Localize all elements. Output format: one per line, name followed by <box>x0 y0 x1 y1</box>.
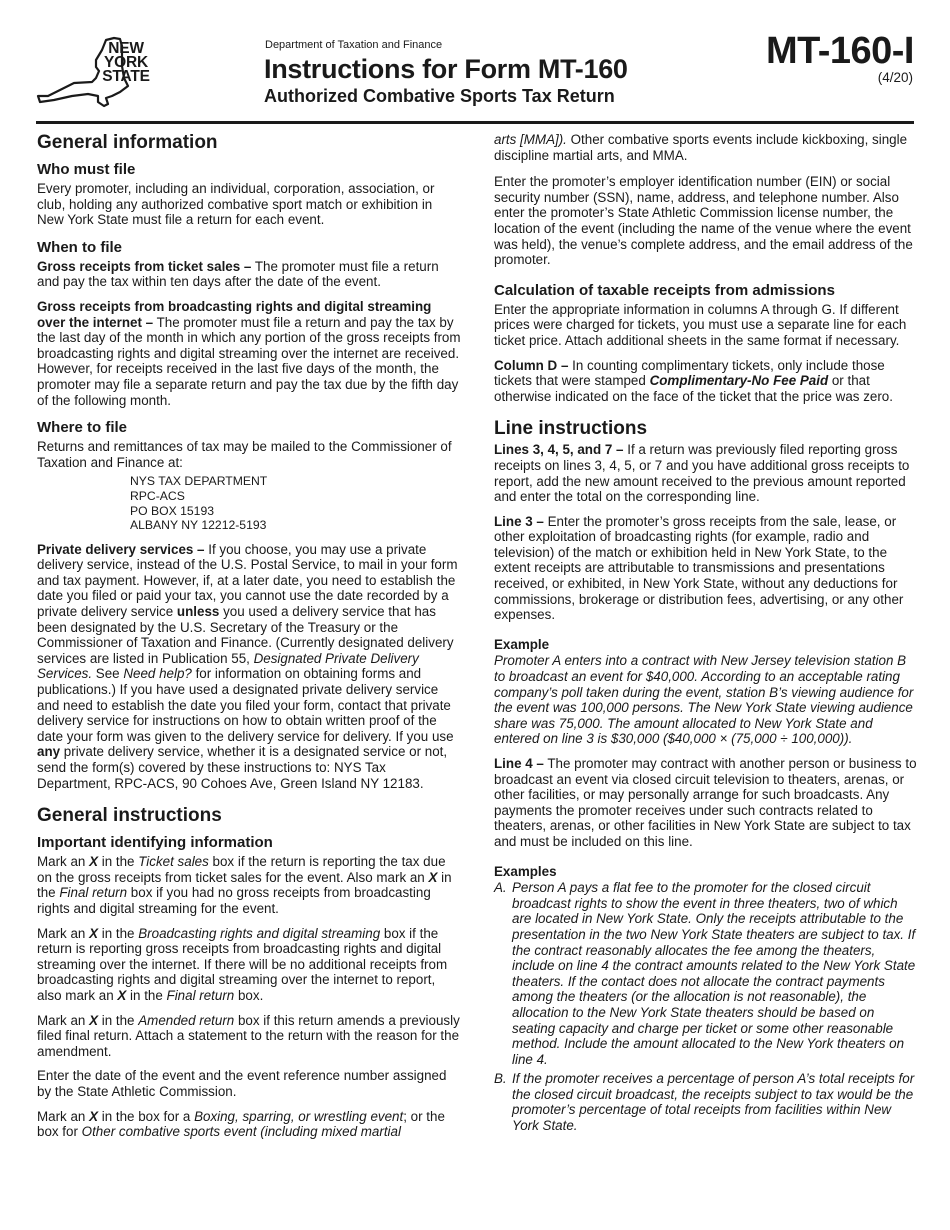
event-type-continued: arts [MMA]). Other combative sports events include kickboxing, single discipline martial arts, and MMA. <box>494 132 908 163</box>
line-4-paragraph: Line 4 – The promoter may contract with another person or business to broadcast an event via closed circuit television to theaters, arenas, or other facilities, or may personally arrange for such broadcasts. Any payments the promoter receives under such contracts related to theaters, arenas, or other facilities in New York State are subject to tax and must be included on this line. <box>494 756 917 849</box>
right-column <box>494 132 918 1138</box>
page-title: Instructions for Form MT-160 <box>264 54 628 84</box>
page-subtitle: Authorized Combative Sports Tax Return <box>264 86 615 106</box>
example-heading: Example <box>494 636 550 652</box>
event-type-paragraph: Mark an X in the box for a Boxing, sparring, or wrestling event; or the box for Other combative sports event (including mixed martial <box>37 1108 445 1140</box>
where-to-file-heading: Where to file <box>37 419 128 437</box>
where-to-file-text: Returns and remittances of tax may be mailed to the Commissioner of Taxation and Finance at: <box>37 439 452 470</box>
nys-logo <box>36 36 154 108</box>
line-3-paragraph: Line 3 – Enter the promoter’s gross receipts from the sale, lease, or other exploitation of broadcasting rights (for example, radio and television) of the match or exhibition held in New York State, to the extent receipts are attributable to transmissions and presentations received, or exhibited, in New York State, without any deductions for commissions, brokerage or distribution fees, advertising, or any other expenses. <box>494 513 904 623</box>
logo-text: NEW YORK STATE <box>102 40 150 85</box>
general-instructions-heading: General instructions <box>37 805 222 827</box>
private-delivery-paragraph: Private delivery services – If you choose, you may use a private delivery service, instead of the U.S. Postal Service, to mail in your form and tax payment. However, if, at a later date, you need to establish the date you filed or paid your tax, you cannot use the date recorded by a private delivery service unless you used a delivery service that has been designated by the U.S. Secretary of the Treasury or the Commissioner of Taxation and Finance. (Currently designated delivery services are listed in Publication 55, Designated Private Delivery Services. See Need help? for information on obtaining forms and publications.) If you have used a designated private delivery service and need to establish the date you filed your form, contact that private delivery service for instructions on how to obtain written proof of the date your form was given to the delivery service for delivery. If you use any private delivery service, whether it is a designated service or not, send the form(s) covered by these instructions to: NYS Tax Department, RPC-ACS, 90 Cohoes Ave, Green Island NY 12183. <box>37 541 458 791</box>
example-text: Promoter A enters into a contract with New Jersey television station B to broadcast an event for $40,000. According to an acceptable rating company’s poll taken during the event, station B’s viewing audience for the event was 100,000 persons. The New York State viewing audience share was 75,000. The amount allocated to New York State and entered on line 3 is $30,000 ($40,000 × (75,000 ÷ 100,000)). <box>494 653 914 747</box>
calculation-heading: Calculation of taxable receipts from admissions <box>494 281 835 299</box>
broadcasting-box-paragraph: Mark an X in the Broadcasting rights and digital streaming box if the return is reporting gross receipts from broadcasting rights and digital streaming over the internet. If there will be no additional receipts from broadcasting rights and digital streaming over the internet to report, also mark an X in the Final return box. <box>37 925 448 1003</box>
form-number: MT-160-I <box>765 30 914 72</box>
amended-return-paragraph: Mark an X in the Amended return box if this return amends a previously filed final return. Attach a statement to the return with the reason for the amendment. <box>37 1012 460 1059</box>
form-date: (4/20) <box>877 70 913 85</box>
general-information-heading: General information <box>37 132 218 153</box>
when-to-file-heading: When to file <box>37 238 122 256</box>
broadcast-paragraph: Gross receipts from broadcasting rights and digital streaming over the internet – The promoter must file a return and pay the tax by the last day of the month in which any portion of the gross receipts from broadcasting rights and digital streaming over the internet are received. However, for receipts received in the last five days of the month, the promoter may file a separate return and pay the tax due by the fifth day of the following month. <box>37 298 461 408</box>
list-item: B. If the promoter receives a percentage of person A’s total receipts for the closed circuit broadcast, the receipts subject to tax would be the promoter’s percentage of total receipts from facilities within New York State. <box>494 1071 915 1134</box>
who-must-file-heading: Who must file <box>37 161 136 178</box>
important-info-heading: Important identifying information <box>37 834 273 852</box>
lines-3457-paragraph: Lines 3, 4, 5, and 7 – If a return was previously filed reporting gross receipts on lines 3, 4, 5, or 7 and you have additional gross receipts to report, add the new amount received to the previous amount reported and enter the total on the corresponding line. <box>494 442 910 505</box>
examples-heading: Examples <box>494 863 557 879</box>
ticket-sales-paragraph: Gross receipts from ticket sales – The promoter must file a return and pay the tax within ten days after the date of the event. <box>37 258 439 290</box>
line-instructions-heading: Line instructions <box>494 418 648 440</box>
column-d-paragraph: Column D – In counting complimentary tickets, only include those tickets that were stamped Complimentary-No Fee Paid or that otherwise indicated on the face of the ticket that the price was zero. <box>494 357 893 404</box>
list-item: A. Person A pays a flat fee to the promoter for the closed circuit broadcast rights to show the event in three theaters, two of which are located in New York State. Only the receipts attributable to the presentation in the two New York State theaters are subject to tax. If the contract reasonably allocates the fee among the theaters, include on line 4 the contract amounts related to the New York State theaters. If the contact does not allocate the contract payments among the theaters (or the allocation is not reasonable), the allocation to the New York State theaters should be based on seating capacity and charge per ticket or some other reasonable method. Include the amount allocated to the New York theaters on line 4. <box>494 880 916 1067</box>
who-must-file-text: Every promoter, including an individual, corporation, association, or club, holding any authorized combative sport match or exhibition in New York State must file a return for each event. <box>37 181 435 228</box>
ticket-sales-box-paragraph: Mark an X in the Ticket sales box if the return is reporting the tax due on the gross receipts from ticket sales for the event. Also mark an X in the Final return box if you had no gross receipts from broadcasting rights and digital streaming for the event. <box>37 854 452 916</box>
calculation-text: Enter the appropriate information in columns A through G. If different prices were charged for tickets, you must use a separate line for each ticket price. Attach additional sheets in the same format if necessary. <box>494 301 907 348</box>
department-name: Department of Taxation and Finance <box>265 39 443 51</box>
mailing-address: NYS TAX DEPARTMENT RPC-ACS PO BOX 15193 ALBANY NY 12212-5193 <box>130 474 268 533</box>
promoter-info-paragraph: Enter the promoter’s employer identification number (EIN) or social security number (SSN), name, address, and telephone number. Also enter the promoter’s State Athletic Commission license number, the location of the event (including the name of the venue where the event was held), the venue’s complete address, and the email address of the promoter. <box>494 174 913 268</box>
event-date-paragraph: Enter the date of the event and the event reference number assigned by the State Athletic Commission. <box>37 1068 447 1099</box>
header-divider <box>36 121 914 124</box>
examples-list <box>494 880 918 1134</box>
left-column <box>37 132 461 1149</box>
